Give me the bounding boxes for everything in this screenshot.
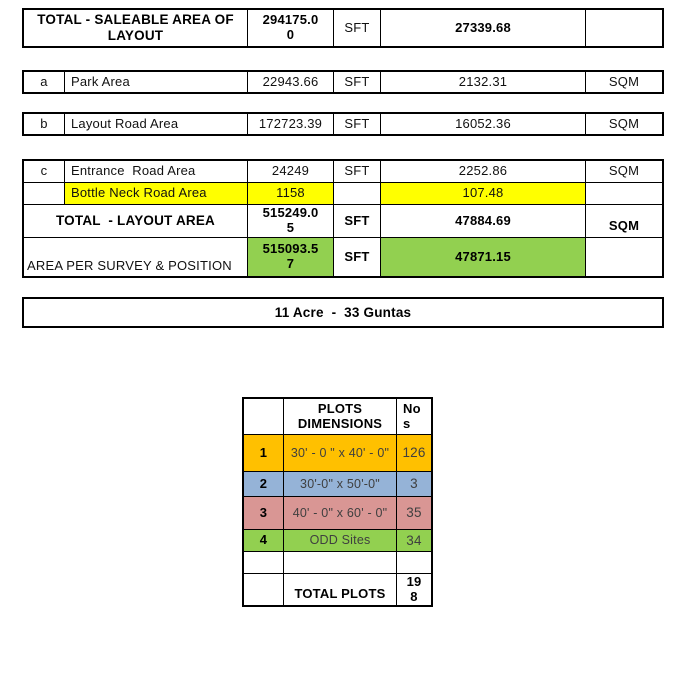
saleable-sqm-value: 27339.68	[381, 10, 585, 46]
plot-row-2-dimension: 30'-0" x 50'-0"	[284, 472, 396, 496]
entrance-road-sft-value: 24249	[248, 161, 333, 182]
saleable-label: TOTAL - SALEABLE AREA OF LAYOUT	[24, 10, 247, 46]
park-area-sft-unit: SFT	[334, 72, 380, 92]
bottleneck-sqm-value: 107.48	[381, 183, 585, 204]
saleable-sft-unit: SFT	[334, 10, 380, 46]
plots-header-empty	[244, 399, 283, 434]
plot-row-4-count: 34	[397, 530, 431, 551]
park-area-table	[22, 70, 664, 94]
plots-table	[242, 397, 433, 607]
entrance-road-sqm-unit: SQM	[586, 161, 662, 182]
plot-row-2-count: 3	[397, 472, 431, 496]
plot-row-4-no: 4	[244, 530, 283, 551]
entrance-road-sqm-value: 2252.86	[381, 161, 585, 182]
bottleneck-unit-empty	[334, 183, 380, 204]
layout-road-label: Layout Road Area	[65, 114, 247, 134]
plots-spacer-3	[397, 552, 431, 573]
layout-road-area-table	[22, 112, 664, 136]
survey-label: AREA PER SURVEY & POSITION	[24, 238, 247, 276]
entrance-road-label: Entrance Road Area	[65, 161, 247, 182]
survey-sft-unit: SFT	[334, 238, 380, 276]
park-area-label: Park Area	[65, 72, 247, 92]
total-layout-sft-value: 515249.05	[248, 205, 333, 237]
entrance-totals-table	[22, 159, 664, 278]
total-layout-sqm-value: 47884.69	[381, 205, 585, 237]
bottleneck-sqm-empty	[586, 183, 662, 204]
plot-row-1-no: 1	[244, 435, 283, 471]
layout-road-sqm-value: 16052.36	[381, 114, 585, 134]
total-layout-label: TOTAL - LAYOUT AREA	[24, 205, 247, 237]
plots-total-count: 198	[397, 574, 431, 605]
bottleneck-sft-value: 1158	[248, 183, 333, 204]
plots-spacer-2	[284, 552, 396, 573]
plot-row-4-dimension: ODD Sites	[284, 530, 396, 551]
survey-sqm-value: 47871.15	[381, 238, 585, 276]
park-area-sft-value: 22943.66	[248, 72, 333, 92]
layout-road-sqm-unit: SQM	[586, 114, 662, 134]
saleable-sft-value: 294175.00	[248, 10, 333, 46]
plots-total-empty	[244, 574, 283, 605]
acre-guntas-banner: 11 Acre - 33 Guntas	[22, 297, 664, 328]
bottleneck-empty-index	[24, 183, 64, 204]
plot-row-3-count: 35	[397, 497, 431, 529]
total-layout-sft-unit: SFT	[334, 205, 380, 237]
survey-sft-value: 515093.57	[248, 238, 333, 276]
bottleneck-label: Bottle Neck Road Area	[65, 183, 247, 204]
plot-row-3-dimension: 40' - 0" x 60' - 0"	[284, 497, 396, 529]
saleable-empty-cell	[586, 10, 662, 46]
plot-row-1-dimension: 30' - 0 " x 40' - 0"	[284, 435, 396, 471]
plot-row-1-count: 126	[397, 435, 431, 471]
park-area-sqm-value: 2132.31	[381, 72, 585, 92]
park-area-sqm-unit: SQM	[586, 72, 662, 92]
total-layout-sqm-unit: SQM	[586, 205, 662, 237]
row-c-index: c	[24, 161, 64, 182]
plot-row-2-no: 2	[244, 472, 283, 496]
plots-header-dimensions: PLOTS DIMENSIONS	[284, 399, 396, 434]
survey-sqm-empty	[586, 238, 662, 276]
plot-row-3-no: 3	[244, 497, 283, 529]
plots-header-nos: Nos	[397, 399, 431, 434]
layout-road-sft-unit: SFT	[334, 114, 380, 134]
plots-total-label: TOTAL PLOTS	[284, 574, 396, 605]
row-b-index: b	[24, 114, 64, 134]
saleable-area-table	[22, 8, 664, 48]
row-a-index: a	[24, 72, 64, 92]
plots-spacer-1	[244, 552, 283, 573]
entrance-road-sft-unit: SFT	[334, 161, 380, 182]
layout-road-sft-value: 172723.39	[248, 114, 333, 134]
